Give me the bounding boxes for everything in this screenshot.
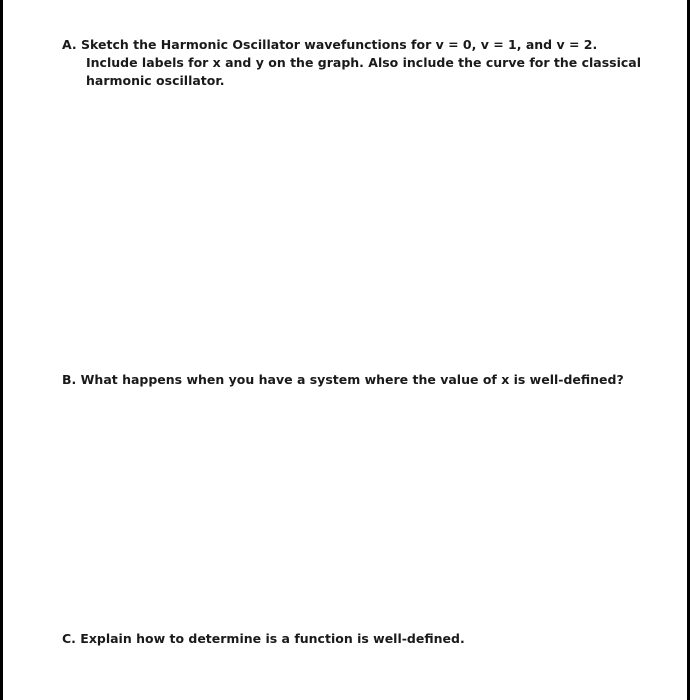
question-c xyxy=(62,630,642,648)
question-b xyxy=(62,371,642,389)
document-page xyxy=(3,0,687,700)
question-a-text: A. Sketch the Harmonic Oscillator wavefunctions for v = 0, v = 1, and v = 2. Include labels for x and y on the graph. Also include the curve for the classical harmonic oscillator. xyxy=(62,37,641,88)
question-b-text: B. What happens when you have a system where the value of x is well-defined? xyxy=(62,372,624,387)
question-a xyxy=(62,36,642,90)
question-c-text: C. Explain how to determine is a function is well-defined. xyxy=(62,631,465,646)
